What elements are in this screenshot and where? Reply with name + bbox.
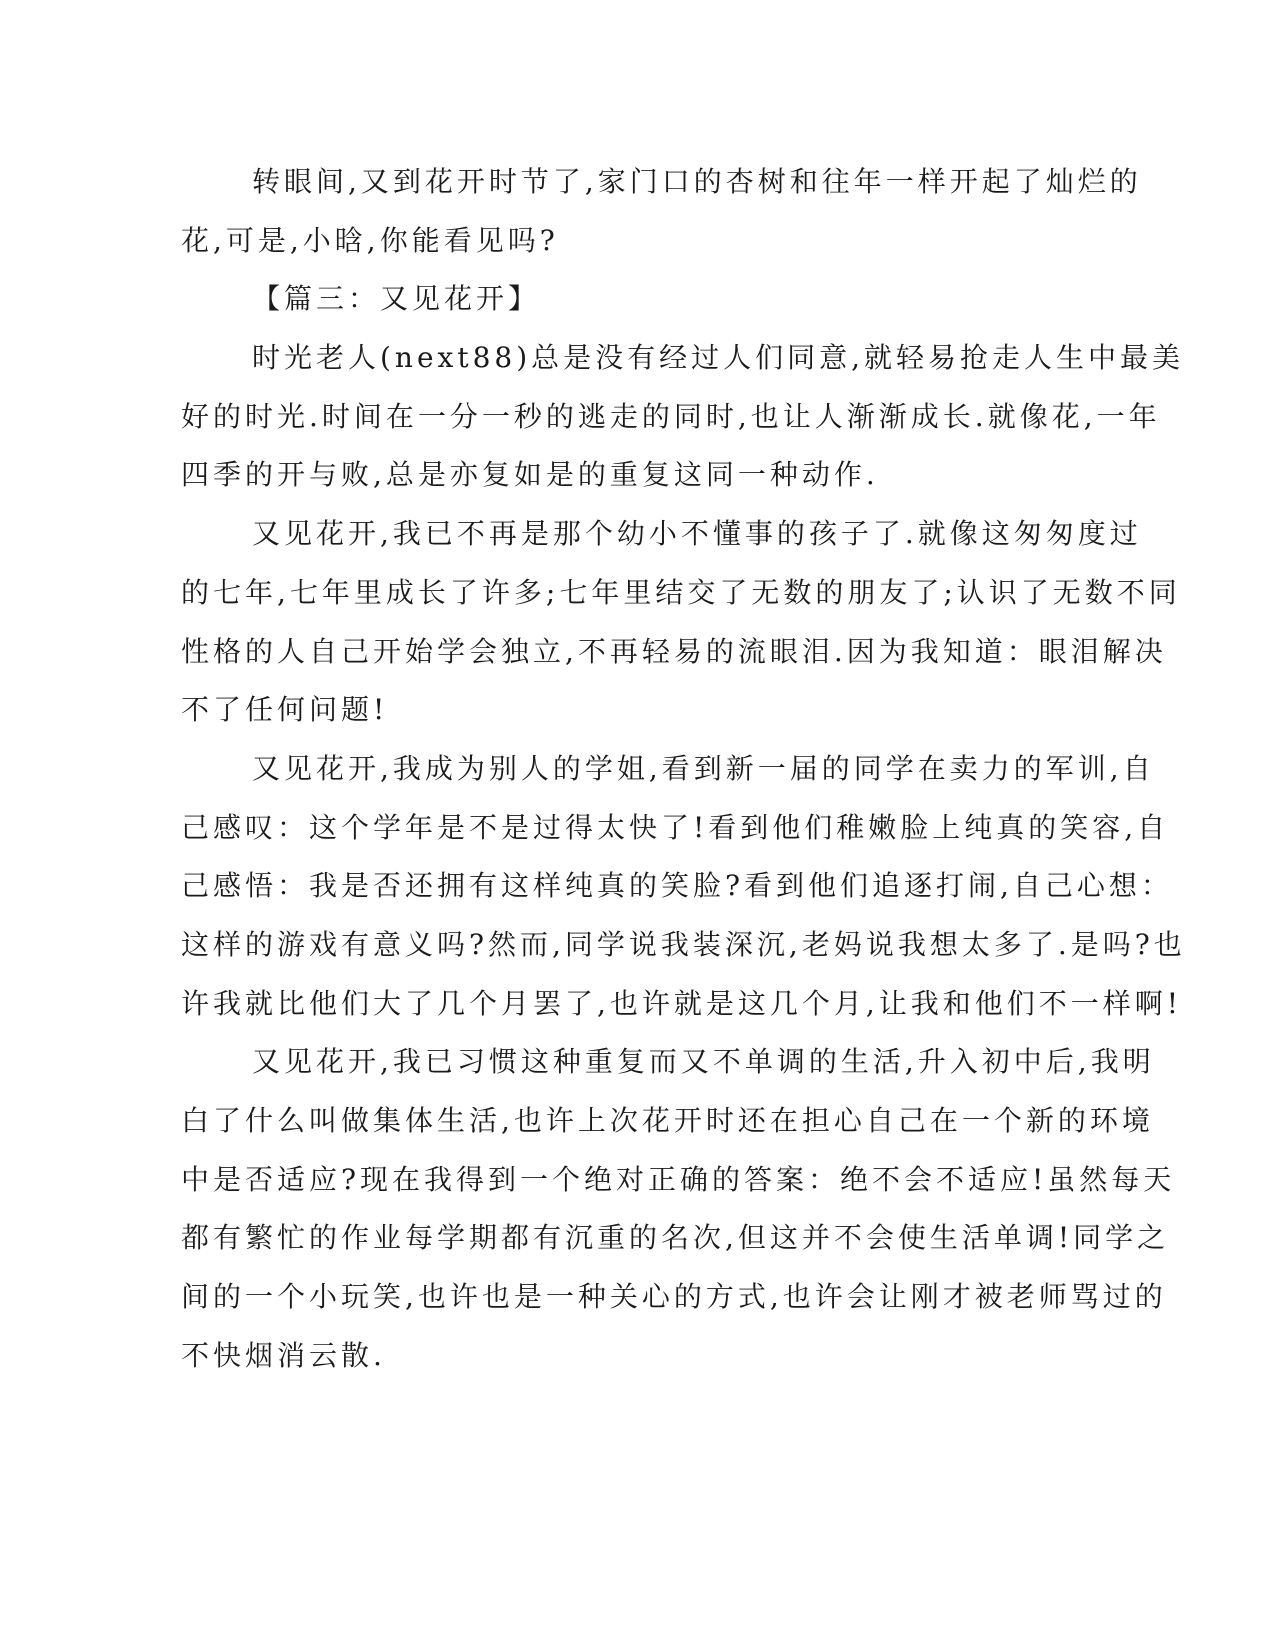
- paragraph: [181, 512, 1181, 747]
- text-line: 白了什么叫做集体生活,也许上次花开时还在担心自己在一个新的环境: [181, 1104, 1154, 1137]
- text-line: 中是否适应?现在我得到一个绝对正确的答案：绝不会不适应!虽然每天: [181, 1162, 1176, 1196]
- text-line: 都有繁忙的作业每学期都有沉重的名次,但这并不会使生活单调!同学之: [181, 1221, 1170, 1255]
- paragraph: [181, 747, 1186, 1040]
- text-line: 又见花开,我已习惯这种重复而又不单调的生活,升入初中后,我明: [252, 1045, 1155, 1079]
- text-line: 不快烟消云散.: [181, 1338, 386, 1372]
- text-line: 性格的人自己开始学会独立,不再轻易的流眼泪.因为我知道：眼泪解决: [181, 634, 1167, 668]
- text-line: 这样的游戏有意义吗?然而,同学说我装深沉,老妈说我想太多了.是吗?也: [181, 927, 1186, 961]
- section-heading: [181, 277, 1031, 336]
- text-line: 间的一个小玩笑,也许也是一种关心的方式,也许会让刚才被老师骂过的: [181, 1280, 1167, 1314]
- text-line: 的七年,七年里成长了许多;七年里结交了无数的朋友了;认识了无数不同: [181, 575, 1181, 609]
- text-line: 又见花开,我已不再是那个幼小不懂事的孩子了.就像这匆匆度过: [252, 517, 1142, 551]
- text-line: 己感悟：我是否还拥有这样纯真的笑脸?看到他们追逐打闹,自己心想：: [181, 869, 1173, 903]
- text-line: 四季的开与败,总是亦复如是的重复这同一种动作.: [181, 458, 879, 492]
- text-line: 时光老人(next88)总是没有经过人们同意,就轻易抢走人生中最美: [252, 341, 1185, 375]
- text-line: 花,可是,小晗,你能看见吗?: [181, 223, 559, 257]
- paragraph: [181, 160, 1142, 277]
- document-body: [181, 160, 1186, 1392]
- text-line: 许我就比他们大了几个月罢了,也许就是这几个月,让我和他们不一样啊!: [181, 986, 1183, 1020]
- paragraph: [181, 1040, 1176, 1392]
- paragraph: [181, 336, 1185, 512]
- text-line: 好的时光.时间在一分一秒的逃走的同时,也让人渐渐成长.就像花,一年: [181, 399, 1161, 433]
- text-line: 转眼间,又到花开时节了,家门口的杏树和往年一样开起了灿烂的: [252, 165, 1142, 198]
- text-line: 又见花开,我成为别人的学姐,看到新一届的同学在卖力的军训,自: [252, 751, 1155, 785]
- heading-text: 【篇三：又见花开】: [252, 282, 541, 316]
- text-line: 己感叹：这个学年是不是过得太快了!看到他们稚嫩脸上纯真的笑容,自: [181, 810, 1170, 844]
- text-line: 不了任何问题!: [181, 693, 389, 727]
